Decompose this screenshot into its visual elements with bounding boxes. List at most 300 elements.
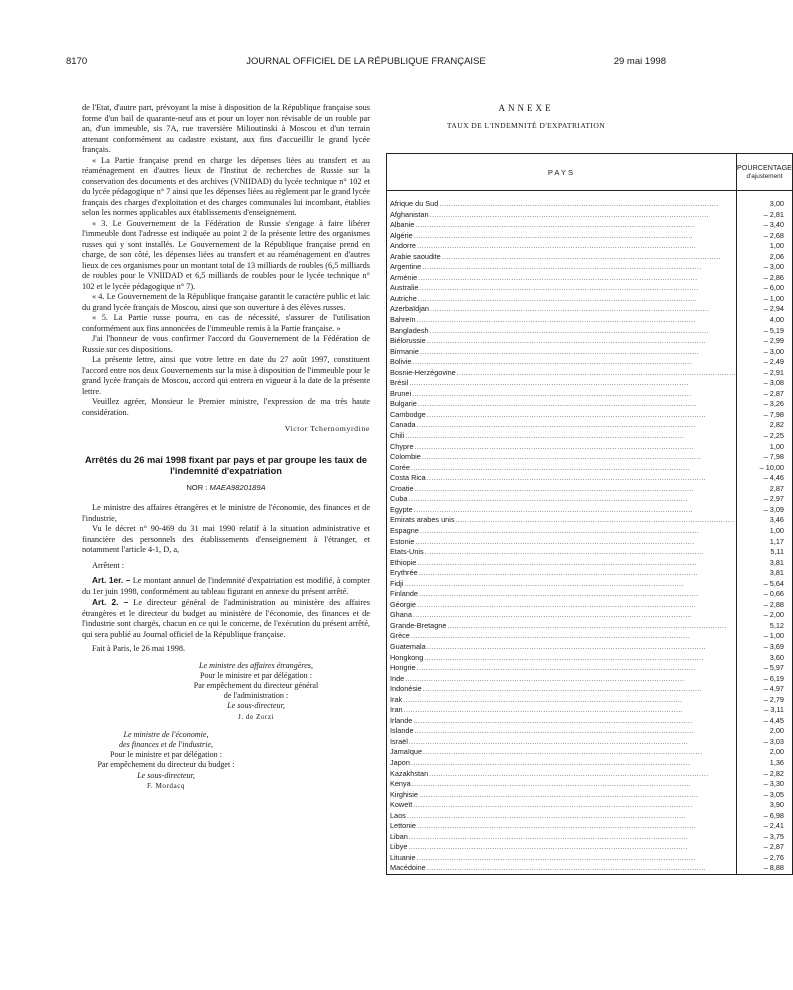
country-name: Grèce [390, 631, 410, 641]
table-row [387, 674, 793, 685]
table-row [387, 790, 793, 801]
country-name: Bangladesh [390, 325, 429, 335]
country-cell [387, 758, 737, 769]
country-cell [387, 747, 737, 758]
percentage-cell: 4,00 [737, 315, 793, 326]
table-row [387, 368, 793, 379]
country-name: Kirghisie [390, 789, 418, 799]
percentage-cell: – 2,25 [737, 431, 793, 442]
leader-dots: ........................................................................................................................ [418, 568, 698, 578]
col-header-pct: POURCENTAGE [737, 162, 792, 172]
table-row [387, 568, 793, 579]
article-1-text: Le montant annuel de l'indemnité d'expatriation est modifié, à compter du 1er juin 1998, conformément au tableau figurant en annexe du présent arrêté. [82, 576, 370, 596]
leader-dots: ........................................................................................................................ [423, 747, 703, 757]
sig-line: Par empêchement du directeur général [193, 680, 319, 690]
country-cell [387, 863, 737, 874]
country-name: Estonie [390, 536, 415, 546]
percentage-cell: – 4,45 [737, 716, 793, 727]
country-name: Algérie [390, 230, 413, 240]
country-name: Ghana [390, 610, 412, 620]
table-row [387, 294, 793, 305]
country-cell [387, 452, 737, 463]
nor-label: NOR : [186, 482, 210, 492]
country-cell [387, 191, 737, 210]
percentage-cell: 1,00 [737, 442, 793, 453]
table-body [387, 191, 793, 875]
country-cell [387, 705, 737, 716]
country-cell [387, 315, 737, 326]
country-name: Liban [390, 831, 408, 841]
leader-dots: ........................................................................................................................ [416, 852, 696, 862]
country-cell [387, 283, 737, 294]
country-name: Libye [390, 842, 408, 852]
table-row [387, 505, 793, 516]
table-row [387, 610, 793, 621]
percentage-cell: – 7,98 [737, 452, 793, 463]
country-name: Costa Rica [390, 473, 426, 483]
leader-dots: ........................................................................................................................ [426, 336, 706, 346]
sig-line: Par empêchement du directeur du budget : [97, 760, 235, 770]
table-row [387, 389, 793, 400]
leader-dots: ........................................................................................................................ [410, 757, 691, 767]
country-name: Kenya [390, 779, 411, 789]
country-cell [387, 621, 737, 632]
table-row [387, 716, 793, 727]
country-name: Fidji [390, 578, 404, 588]
country-name: Inde [390, 673, 405, 683]
table-row [387, 821, 793, 832]
leader-dots: ........................................................................................................................ [447, 620, 727, 630]
country-name: Hongrie [390, 663, 416, 673]
country-cell [387, 347, 737, 358]
leader-dots: ........................................................................................................................ [429, 209, 709, 219]
left-column [82, 103, 370, 791]
country-cell [387, 579, 737, 590]
paragraph: Veuillez agréer, Monsieur le Premier ministre, l'expression de ma très haute considération. [82, 397, 370, 417]
percentage-cell: – 2,87 [737, 389, 793, 400]
table-row [387, 210, 793, 221]
leader-dots: ........................................................................................................................ [405, 431, 685, 441]
leader-dots: ........................................................................................................................ [415, 536, 695, 546]
table-row [387, 494, 793, 505]
country-cell [387, 378, 737, 389]
country-cell [387, 842, 737, 853]
leader-dots: ........................................................................................................................ [455, 515, 735, 525]
country-name: Kazakhstan [390, 768, 429, 778]
leader-dots: ........................................................................................................................ [412, 388, 692, 398]
country-cell [387, 420, 737, 431]
col-header-pourcentage [737, 154, 793, 191]
percentage-cell: – 2,76 [737, 853, 793, 864]
leader-dots: ........................................................................................................................ [416, 821, 697, 831]
percentage-cell: 3,90 [737, 800, 793, 811]
percentage-cell: – 6,19 [737, 674, 793, 685]
table-row [387, 726, 793, 737]
percentage-cell: 2,87 [737, 484, 793, 495]
table-row [387, 537, 793, 548]
leader-dots: ........................................................................................................................ [412, 610, 693, 620]
table-row [387, 252, 793, 263]
table-row [387, 621, 793, 632]
country-cell [387, 674, 737, 685]
leader-dots: ........................................................................................................................ [419, 346, 700, 356]
leader-dots: ........................................................................................................................ [416, 241, 697, 251]
annexe-subtitle: TAUX DE L'INDEMNITÉ D'EXPATRIATION [446, 121, 606, 130]
country-name: Australie [390, 283, 419, 293]
country-cell [387, 716, 737, 727]
leader-dots: ........................................................................................................................ [413, 715, 693, 725]
table-row [387, 747, 793, 758]
percentage-cell: – 3,09 [737, 505, 793, 516]
leader-dots: ........................................................................................................................ [426, 473, 706, 483]
country-cell [387, 684, 737, 695]
sig-line: Le ministre de l'économie, [123, 729, 209, 739]
country-cell [387, 526, 737, 537]
percentage-cell: 3,00 [737, 191, 793, 210]
leader-dots: ........................................................................................................................ [409, 378, 689, 388]
leader-dots: ........................................................................................................................ [404, 578, 684, 588]
country-cell [387, 252, 737, 263]
leader-dots: ........................................................................................................................ [417, 293, 698, 303]
country-cell [387, 473, 737, 484]
leader-dots: ........................................................................................................................ [405, 673, 685, 683]
table-row [387, 842, 793, 853]
country-name: Erythrée [390, 568, 418, 578]
percentage-cell: 2,00 [737, 726, 793, 737]
country-name: Ethiopie [390, 557, 417, 567]
percentage-cell: – 5,97 [737, 663, 793, 674]
percentage-cell: – 6,00 [737, 283, 793, 294]
table-row [387, 600, 793, 611]
percentage-cell: – 3,08 [737, 378, 793, 389]
country-name: Chili [390, 431, 405, 441]
percentage-cell: – 3,75 [737, 832, 793, 843]
country-name: Andorre [390, 241, 416, 251]
percentage-cell: 2,06 [737, 252, 793, 263]
country-name: Cambodge [390, 409, 426, 419]
sig-line: des finances et de l'industrie, [118, 739, 214, 749]
percentage-cell: 5,12 [737, 621, 793, 632]
table-row [387, 378, 793, 389]
right-column [386, 103, 792, 873]
paragraph: J'ai l'honneur de vous confirmer l'accord du Gouvernement de la Fédération de Russie sur ces dispositions. [82, 334, 370, 354]
percentage-cell: – 2,41 [737, 821, 793, 832]
country-cell [387, 663, 737, 674]
paragraph: La présente lettre, ainsi que votre lettre en date du 27 août 1997, constituent l'accord entre nos deux Gouvernements sur la mise à disposition de l'immeuble pour le grand lycée français de Moscou, accord qui entrera en vigueur à la date de la présente lettre. [82, 355, 370, 396]
country-name: Arabie saoudite [390, 251, 441, 261]
table-row [387, 695, 793, 706]
country-cell [387, 505, 737, 516]
percentage-cell: – 4,97 [737, 684, 793, 695]
percentage-cell: – 1,00 [737, 294, 793, 305]
country-name: Birmanie [390, 346, 419, 356]
leader-dots: ........................................................................................................................ [426, 863, 706, 873]
percentage-cell: – 3,11 [737, 705, 793, 716]
percentage-cell: – 3,30 [737, 779, 793, 790]
country-cell [387, 811, 737, 822]
leader-dots: ........................................................................................................................ [422, 262, 702, 272]
table-row [387, 515, 793, 526]
table-row [387, 484, 793, 495]
country-name: Jamaïque [390, 747, 423, 757]
country-cell [387, 410, 737, 421]
sig-name: F. Mordacq [147, 781, 185, 790]
country-cell [387, 357, 737, 368]
percentage-cell: – 2,79 [737, 695, 793, 706]
country-name: Afghanistan [390, 209, 429, 219]
percentage-cell: 1,36 [737, 758, 793, 769]
leader-dots: ........................................................................................................................ [419, 589, 699, 599]
table-row [387, 684, 793, 695]
vu-paragraph: Vu le décret n° 90-469 du 31 mai 1990 relatif à la situation administrative et financière des personnels des établissements d'enseignement à l'étranger, et notamment l'article 4-1, D, a, [82, 524, 370, 554]
table-row [387, 769, 793, 780]
leader-dots: ........................................................................................................................ [419, 525, 700, 535]
percentage-cell: – 5,64 [737, 579, 793, 590]
country-cell [387, 262, 737, 273]
country-name: Irak [390, 694, 403, 704]
table-row [387, 241, 793, 252]
country-cell [387, 653, 737, 664]
leader-dots: ........................................................................................................................ [413, 230, 693, 240]
percentage-cell: – 2,82 [737, 769, 793, 780]
country-name: Corée [390, 462, 410, 472]
country-cell [387, 821, 737, 832]
leader-dots: ........................................................................................................................ [418, 272, 698, 282]
country-name: Afrique du Sud [390, 199, 439, 208]
article-1 [82, 575, 370, 597]
fait-date: Fait à Paris, le 26 mai 1998. [92, 644, 186, 653]
percentage-cell: – 3,69 [737, 642, 793, 653]
country-name: Croatie [390, 483, 414, 493]
paragraph: de l'Etat, d'autre part, prévoyant la mise à disposition de la République française sous forme d'un bail de quarante-neuf ans et pour un loyer non révisable de un rouble par an, d'un immeuble, sis 7A, rue traversière Milioutinski à Moscou et d'un terrain attenant conformément au cadastre existant, aux fins d'accueillir le grand lycée français. [82, 103, 370, 154]
percentage-cell: – 2,91 [737, 368, 793, 379]
leader-dots: ........................................................................................................................ [408, 494, 688, 504]
leader-dots: ........................................................................................................................ [416, 599, 697, 609]
country-cell [387, 220, 737, 231]
table-row [387, 579, 793, 590]
article-2-text: Le directeur général de l'administration au ministère des affaires étrangères et le directeur du budget au ministère de l'économie, des finances et de l'industrie sont chargés, chacun en ce qui le concerne, de l'exécution du présent arrêté, qui sera publié au Journal officiel de la République française. [82, 598, 371, 639]
leader-dots: ........................................................................................................................ [426, 641, 706, 651]
table-row [387, 442, 793, 453]
country-cell [387, 769, 737, 780]
table-row [387, 737, 793, 748]
table-row [387, 653, 793, 664]
table-row [387, 283, 793, 294]
percentage-cell: – 3,05 [737, 790, 793, 801]
table-row [387, 347, 793, 358]
journal-title: JOURNAL OFFICIEL DE LA RÉPUBLIQUE FRANÇAISE [246, 56, 486, 67]
country-cell [387, 537, 737, 548]
country-cell [387, 442, 737, 453]
article-2-label: Art. 2. – [92, 597, 129, 607]
leader-dots: ........................................................................................................................ [414, 483, 694, 493]
leader-dots: ........................................................................................................................ [416, 315, 696, 325]
percentage-cell: 3,81 [737, 558, 793, 569]
country-name: Cuba [390, 494, 408, 504]
leader-dots: ........................................................................................................................ [418, 789, 699, 799]
percentage-cell: – 2,88 [737, 600, 793, 611]
table-row [387, 262, 793, 273]
table-row [387, 642, 793, 653]
leader-dots: ........................................................................................................................ [417, 557, 697, 567]
percentage-cell: – 3,26 [737, 399, 793, 410]
country-name: Laos [390, 810, 406, 820]
leader-dots: ........................................................................................................................ [406, 810, 687, 820]
country-name: Israël [390, 736, 408, 746]
table-row [387, 589, 793, 600]
table-row [387, 663, 793, 674]
percentage-cell: 5,11 [737, 547, 793, 558]
country-cell [387, 515, 737, 526]
country-cell [387, 631, 737, 642]
leader-dots: ........................................................................................................................ [403, 705, 683, 715]
leader-dots: ........................................................................................................................ [413, 504, 693, 514]
table-row [387, 399, 793, 410]
leader-dots: ........................................................................................................................ [441, 251, 721, 261]
percentage-cell: 2,00 [737, 747, 793, 758]
signature-block-1 [142, 661, 370, 722]
signature-block-2 [82, 730, 250, 791]
leader-dots: ........................................................................................................................ [419, 283, 699, 293]
leader-dots: ........................................................................................................................ [416, 663, 696, 673]
country-name: Finlande [390, 589, 418, 599]
leader-dots: ........................................................................................................................ [414, 441, 694, 451]
country-cell [387, 231, 737, 242]
percentage-cell: – 10,00 [737, 463, 793, 474]
leader-dots: ........................................................................................................................ [421, 452, 702, 462]
leader-dots: ........................................................................................................................ [426, 409, 706, 419]
table-row [387, 779, 793, 790]
sig-line: Pour le ministre et par délégation : [200, 670, 312, 680]
table-row [387, 526, 793, 537]
country-name: Géorgie [390, 599, 416, 609]
sig-line: Le sous-directeur, [137, 770, 195, 780]
table-row [387, 547, 793, 558]
percentage-cell: 3,81 [737, 568, 793, 579]
percentage-cell: – 3,00 [737, 347, 793, 358]
table-row [387, 336, 793, 347]
country-cell [387, 800, 737, 811]
percentage-cell: – 2,87 [737, 842, 793, 853]
leader-dots: ........................................................................................................................ [413, 800, 693, 810]
table-row [387, 231, 793, 242]
percentage-cell: 1,00 [737, 526, 793, 537]
table-row [387, 463, 793, 474]
leader-dots: ........................................................................................................................ [403, 694, 683, 704]
country-name: Grande-Bretagne [390, 620, 447, 630]
country-cell [387, 790, 737, 801]
percentage-cell: – 7,98 [737, 410, 793, 421]
percentage-cell: 1,17 [737, 537, 793, 548]
percentage-cell: – 3,00 [737, 262, 793, 273]
country-name: Iran [390, 705, 403, 715]
table-row [387, 758, 793, 769]
leader-dots: ........................................................................................................................ [439, 199, 719, 208]
paragraph: « La Partie française prend en charge les dépenses liées au transfert et au réaménagement en d'autres lieux de l'Institut de recherches de Russie sur la conservation des documents et des archives (VNIIDAD) du lycée technique n° 102 et du lycée pédagogique n° 7 ainsi que les dépenses liées au règlement par le grand lycée français des charges d'exploitation et des charges communales lui incombant, établies selon les normes applicables aux établissements d'enseignement. [82, 155, 370, 217]
percentage-cell: 1,00 [737, 241, 793, 252]
country-name: Chypre [390, 441, 414, 451]
percentage-cell: – 2,68 [737, 231, 793, 242]
country-cell [387, 210, 737, 221]
percentage-cell: – 6,98 [737, 811, 793, 822]
country-cell [387, 610, 737, 621]
country-name: Brésil [390, 378, 409, 388]
leader-dots: ........................................................................................................................ [415, 220, 695, 230]
country-cell [387, 642, 737, 653]
country-name: Bosnie-Herzégovine [390, 367, 456, 377]
country-cell [387, 294, 737, 305]
leader-dots: ........................................................................................................................ [416, 420, 696, 430]
sig-line: Le sous-directeur, [227, 701, 285, 711]
country-name: Bulgarie [390, 399, 417, 409]
country-name: Emirats arabes unis [390, 515, 455, 525]
table-row [387, 220, 793, 231]
arretent: Arrêtent : [92, 560, 125, 570]
leader-dots: ........................................................................................................................ [410, 462, 691, 472]
percentage-cell: – 3,40 [737, 220, 793, 231]
percentage-cell: – 2,00 [737, 610, 793, 621]
country-name: Bolivie [390, 357, 412, 367]
country-cell [387, 853, 737, 864]
leader-dots: ........................................................................................................................ [408, 831, 689, 841]
country-name: Azerbaïdjan [390, 304, 429, 314]
percentage-cell: – 2,97 [737, 494, 793, 505]
percentage-cell: – 2,94 [737, 304, 793, 315]
table-row [387, 410, 793, 421]
leader-dots: ........................................................................................................................ [417, 399, 698, 409]
country-name: Indonésie [390, 684, 422, 694]
leader-dots: ........................................................................................................................ [410, 631, 691, 641]
table-row [387, 853, 793, 864]
leader-dots: ........................................................................................................................ [414, 726, 694, 736]
table-row [387, 191, 793, 210]
paragraph: « 5. La Partie russe pourra, en cas de nécessité, s'assurer de l'utilisation conformément aux fins annoncées de l'immeuble remis à la Partie française. » [82, 313, 370, 333]
percentage-cell: 2,82 [737, 420, 793, 431]
table-row [387, 315, 793, 326]
percentage-cell: – 2,86 [737, 273, 793, 284]
leader-dots: ........................................................................................................................ [429, 304, 710, 314]
country-cell [387, 568, 737, 579]
leader-dots: ........................................................................................................................ [408, 842, 688, 852]
table-row [387, 558, 793, 569]
percentage-cell: – 2,99 [737, 336, 793, 347]
nor-code: MAEA9820189A [209, 482, 266, 492]
country-name: Canada [390, 420, 416, 430]
percentage-cell: – 3,03 [737, 737, 793, 748]
country-cell [387, 463, 737, 474]
arrete-title: Arrêtés du 26 mai 1998 fixant par pays et par groupe les taux de l'indemnité d'expatriation [84, 454, 368, 476]
percentage-cell: – 1,00 [737, 631, 793, 642]
country-name: Arménie [390, 272, 418, 282]
country-name: Lettonie [390, 821, 416, 831]
country-name: Bahreïn [390, 315, 416, 325]
country-cell [387, 494, 737, 505]
country-cell [387, 399, 737, 410]
table-row [387, 473, 793, 484]
preamble: Le ministre des affaires étrangères et le ministre de l'économie, des finances et de l'industrie, [82, 503, 370, 523]
country-name: Macédoine [390, 863, 426, 873]
leader-dots: ........................................................................................................................ [429, 325, 709, 335]
country-cell [387, 832, 737, 843]
table-row [387, 326, 793, 337]
country-name: Guatemala [390, 641, 426, 651]
country-name: Colombie [390, 452, 421, 462]
page-header [66, 56, 666, 70]
sig-line: de l'administration : [223, 691, 289, 701]
country-name: Biélorussie [390, 336, 426, 346]
country-name: Etats-Unis [390, 547, 424, 557]
leader-dots: ........................................................................................................................ [422, 684, 702, 694]
